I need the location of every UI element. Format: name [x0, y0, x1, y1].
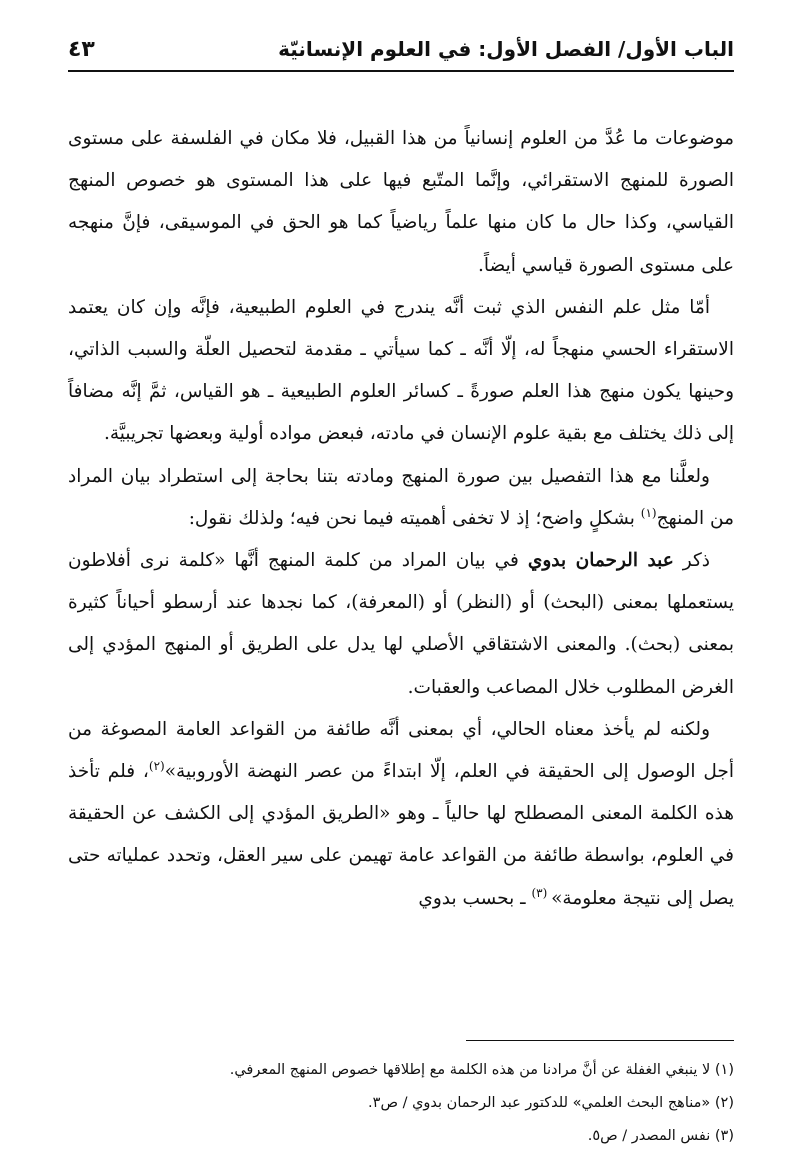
paragraph-2: أمّا مثل علم النفس الذي ثبت أنَّه يندرج في العلوم الطبيعية، فإنَّه وإن كان يعتمد الاستقراء الحسي منهجاً له، إلّا أنَّه ـ كما سيأتي ـ مقدمة لتحصيل العلّة والسبب الذاتي، وحينها يكون منهج هذا العلم صورةً ـ كسائر العلوم الطبيعية ـ هو القياس، ثمَّ إنَّه مضافاً إلى ذلك يختلف مع بقية علوم الإنسان في مادته، فبعض مواده أولية وبعضها تجريبيَّة.	[68, 296, 734, 445]
footnote-ref-1: (١)	[640, 505, 657, 520]
paragraph-1: موضوعات ما عُدَّ من العلوم إنسانياً من هذا القبيل، فلا مكان في الفلسفة على مستوى الصورة للمنهج الاستقرائي، وإنَّما المتّبع فيها على هذا المستوى هو خصوص المنهج القياسي، وكذا حال ما كان منها علماً رياضياً كما هو الحق في الموسيقى، فإنَّ منهجه على مستوى الصورة قياسي أيضاً.	[68, 128, 734, 276]
paragraph-5-text: ولكنه لم يأخذ معناه الحالي، أي بمعنى أنَّه طائفة من القواعد العامة المصوغة من أجل الوصول إلى الحقيقة في العلم، إلّا ابتداءً من عصر النهضة الأوروبية»	[68, 718, 734, 783]
author-name: عبد الرحمان بدوي	[527, 550, 674, 572]
running-header	[68, 28, 734, 72]
paragraph-4-text-cont: في بيان المراد من كلمة المنهج أنَّها «كلمة نرى أفلاطون يستعملها بمعنى (البحث) أو (النظر) أو (المعرفة)، كما نجدها عند أرسطو أحياناً كثيرة بمعنى (بحث). والمعنى الاشتقاقي الأصلي لها يدل على الطريق أو المنهج المؤدي إلى الغرض المطلوب خلال المصاعب والعقبات.	[68, 550, 734, 698]
footnote-separator	[466, 1040, 734, 1041]
footnotes	[68, 1054, 734, 1153]
footnote-1: (١) لا ينبغي الغفلة عن أنَّ مرادنا من هذه الكلمة مع إطلاقها خصوص المنهج المعرفي.	[229, 1062, 734, 1078]
book-page	[68, 28, 734, 1144]
paragraph-3	[68, 456, 734, 540]
paragraph-3-text-cont: بشكلٍ واضح؛ إذ لا تخفى أهميته فيما نحن فيه؛ ولذلك نقول:	[188, 507, 641, 529]
footnote-ref-3: (٣)	[531, 885, 552, 900]
paragraph-4	[68, 540, 734, 709]
footnote-3: (٣) نفس المصدر / ص٥.	[587, 1128, 734, 1144]
main-text	[68, 118, 734, 920]
paragraph-4-text: ذكر	[673, 550, 711, 572]
paragraph-5-text-end: ـ بحسب بدوي	[418, 887, 532, 909]
chapter-title: الباب الأول/ الفصل الأول: في العلوم الإنسانيّة	[278, 37, 734, 61]
footnote-2: (٢) «مناهج البحث العلمي» للدكتور عبد الرحمان بدوي / ص٣.	[368, 1095, 734, 1111]
paragraph-3-text: ولعلَّنا مع هذا التفصيل بين صورة المنهج ومادته بتنا بحاجة إلى استطراد بيان المراد من المنهج	[68, 465, 734, 529]
footnote-ref-2: (٢)	[148, 758, 165, 773]
paragraph-5-text-mid: ، فلم تأخذ هذه الكلمة المعنى المصطلح لها حالياً ـ وهو «الطريق المؤدي إلى الكشف عن الحقيقة في العلوم، بواسطة طائفة من القواعد عامة تهيمن على سير العقل، وتحدد عملياته حتى يصل إلى نتيجة معلومة»	[68, 761, 734, 909]
paragraph-5	[68, 709, 734, 920]
page-number: ٤٣	[68, 36, 95, 62]
